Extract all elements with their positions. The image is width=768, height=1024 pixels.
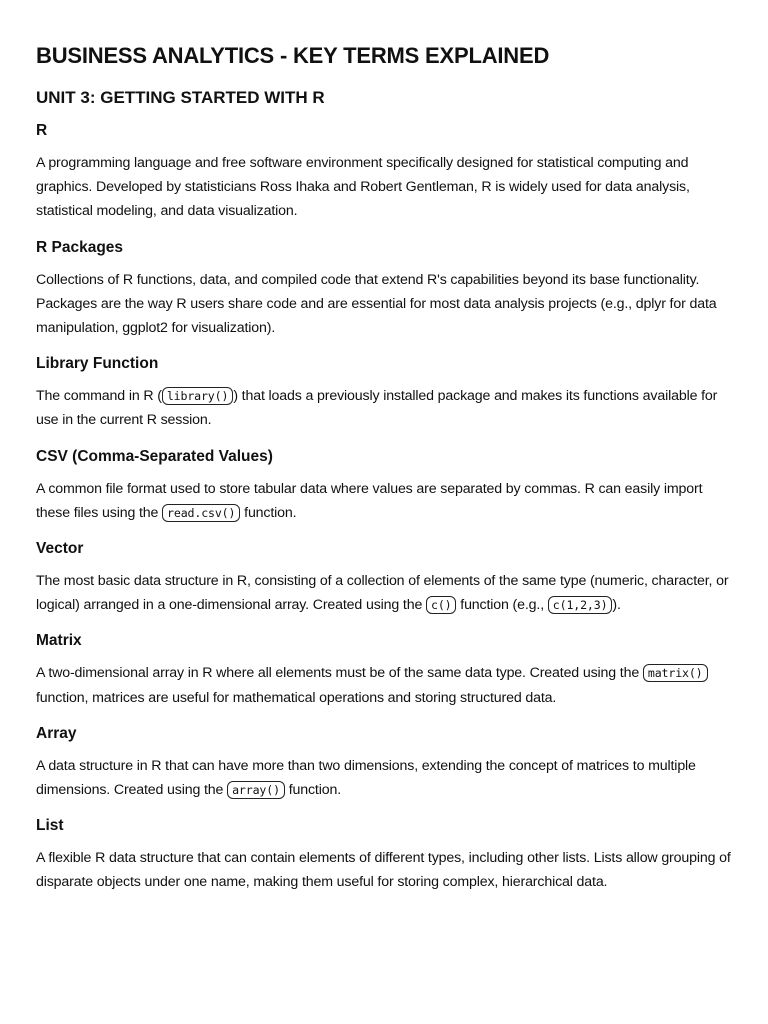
definition-text: The most basic data structure in R, consisting of a collection of elements of the same type (numeric, character, or logical) arranged in a one-dimensional array. Created using the [36,573,729,614]
definition-text: A common file format used to store tabular data where values are separated by commas. R can easily import these files using the [36,480,703,521]
term-definition: Collections of R functions, data, and compiled code that extend R's capabilities beyond its base functionality. Packages are the way R users share code and are essential for most data analysis projects (e.g., dplyr for data manipulation, ggplot2 for visualization). [36,271,717,337]
term-heading: R [36,122,48,139]
definition-text: ). [612,597,621,614]
term-csv [36,446,732,525]
term-definition [36,477,732,525]
unit-title: UNIT 3: GETTING STARTED WITH R [36,88,325,107]
document-title: BUSINESS ANALYTICS - KEY TERMS EXPLAINED [36,43,550,68]
term-definition [36,661,732,709]
code-snippet: array() [227,781,285,799]
term-r [36,120,732,224]
term-heading: R Packages [36,238,124,256]
term-array [36,723,732,802]
term-list [36,815,732,894]
term-heading: Matrix [36,632,82,650]
definition-text: function, matrices are useful for mathematical operations and storing structured data. [36,689,557,706]
term-definition [36,569,732,617]
term-heading: Array [36,724,77,742]
term-vector [36,538,732,617]
code-snippet: library() [162,387,233,405]
code-snippet: matrix() [643,664,708,682]
code-snippet: read.csv() [162,504,240,522]
code-snippet: c() [426,596,457,614]
term-r-packages [36,237,732,341]
definition-text: function (e.g., [456,597,548,614]
term-matrix [36,630,732,709]
term-heading: Vector [36,540,84,558]
term-heading: List [36,817,64,835]
term-definition [36,384,732,432]
definition-text: ) that loads a previously installed package and makes its functions available for use in the current R session. [36,388,718,429]
definition-text: A two-dimensional array in R where all elements must be of the same data type. Created using the [36,665,643,682]
definition-text: The command in R ( [36,388,162,405]
term-heading: CSV (Comma-Separated Values) [36,447,273,465]
definition-text: function. [284,782,341,799]
code-snippet: c(1,2,3) [548,596,613,614]
definition-text: function. [240,504,297,521]
term-library-function [36,353,732,432]
term-definition: A flexible R data structure that can contain elements of different types, including other lists. Lists allow grouping of disparate objects under one name, making them useful for storing complex, hierarchical data. [36,850,731,891]
term-definition: A programming language and free software environment specifically designed for statistical computing and graphics. Developed by statisticians Ross Ihaka and Robert Gentleman, R is widely used for data analysis, statistical modeling, and data visualization. [36,155,690,220]
term-heading: Library Function [36,355,159,373]
term-definition [36,754,732,802]
definition-text: A data structure in R that can have more than two dimensions, extending the concept of matrices to multiple dimensions. Created using the [36,757,696,799]
